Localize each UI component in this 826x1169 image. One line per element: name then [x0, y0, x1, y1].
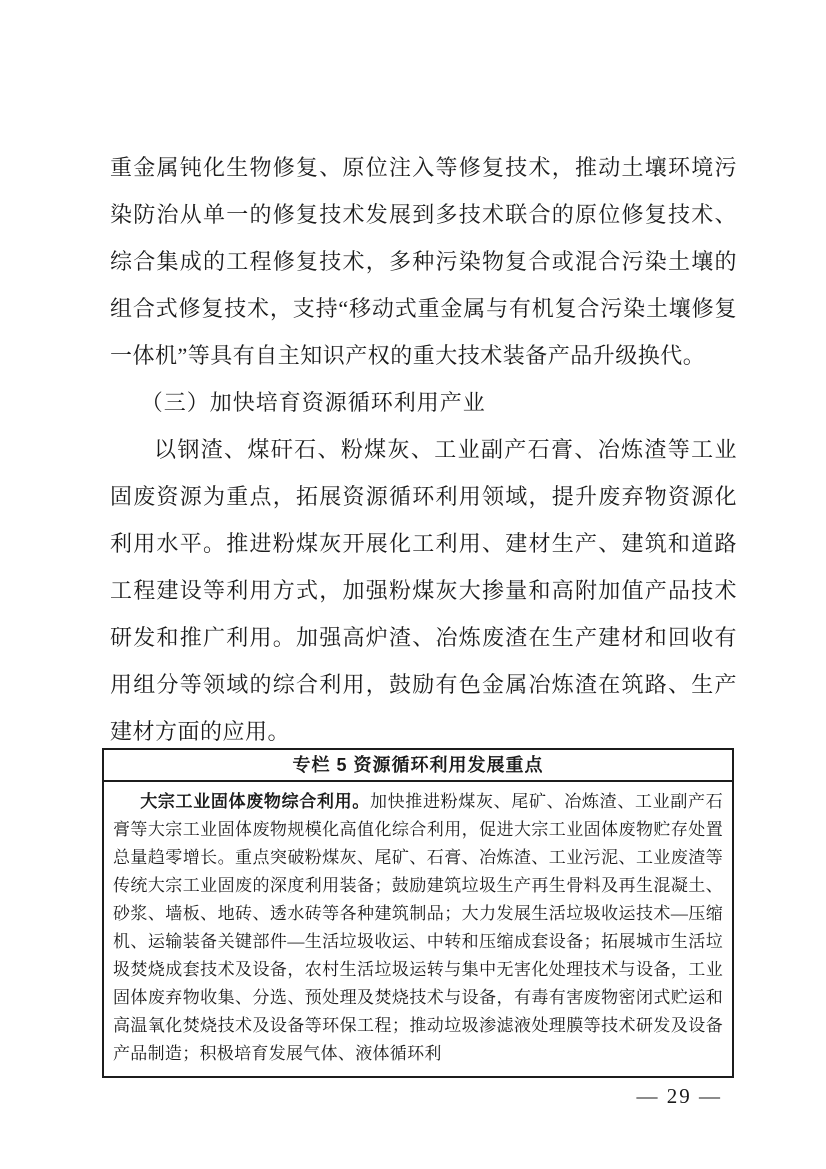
box-paragraph	[113, 788, 723, 1068]
paragraph-soil-remediation: 重金属钝化生物修复、原位注入等修复技术，推动土壤环境污染防治从单一的修复技术发展到多技术联合的原位修复技术、综合集成的工程修复技术，多种污染物复合或混合污染土壤的组合式修复技术，支持“移动式重金属与有机复合污染土壤修复一体机”等具有自主知识产权的重大技术装备产品升级换代。	[110, 155, 737, 368]
section-heading-resource-recycling: （三）加快培育资源循环利用产业	[140, 390, 486, 415]
box-lead-bold: 大宗工业固体废物综合利用。	[140, 792, 370, 811]
paragraph-industrial-solid-waste: 以钢渣、煤矸石、粉煤灰、工业副产石膏、冶炼渣等工业固废资源为重点，拓展资源循环利用领域，提升废弃物资源化利用水平。推进粉煤灰开展化工利用、建材生产、建筑和道路工程建设等利用方式，加强粉煤灰大掺量和高附加值产品技术研发和推广利用。加强高炉渣、冶炼废渣在生产建材和回收有用组分等领域的综合利用，鼓励有色金属冶炼渣在筑路、生产建材方面的应用。	[110, 437, 737, 744]
page-number: — 29 —	[636, 1084, 722, 1108]
box-body-text: 加快推进粉煤灰、尾矿、冶炼渣、工业副产石膏等大宗工业固体废物规模化高值化综合利用，促进大宗工业固体废物贮存处置总量趋零增长。重点突破粉煤灰、尾矿、石膏、冶炼渣、工业污泥、工业废渣等传统大宗工业固废的深度利用装备；鼓励建筑垃圾生产再生骨料及再生混凝土、砂浆、墙板、地砖、透水砖等各种建筑制品；大力发展生活垃圾收运技术—压缩机、运输装备关键部件—生活垃圾收运、中转和压缩成套设备；拓展城市生活垃圾焚烧成套技术及设备，农村生活垃圾运转与集中无害化处理技术与设备，工业固体废弃物收集、分选、预处理及焚烧技术与设备，有毒有害废物密闭式贮运和高温氧化焚烧技术及设备等环保工程；推动垃圾渗滤液处理膜等技术研发及设备产品制造；积极培育发展气体、液体循环利	[113, 792, 724, 1063]
column-box-body	[104, 782, 732, 1076]
page-content	[110, 144, 737, 755]
column-box-5	[102, 748, 734, 1078]
column-box-title: 专栏 5 资源循环利用发展重点	[104, 750, 732, 782]
